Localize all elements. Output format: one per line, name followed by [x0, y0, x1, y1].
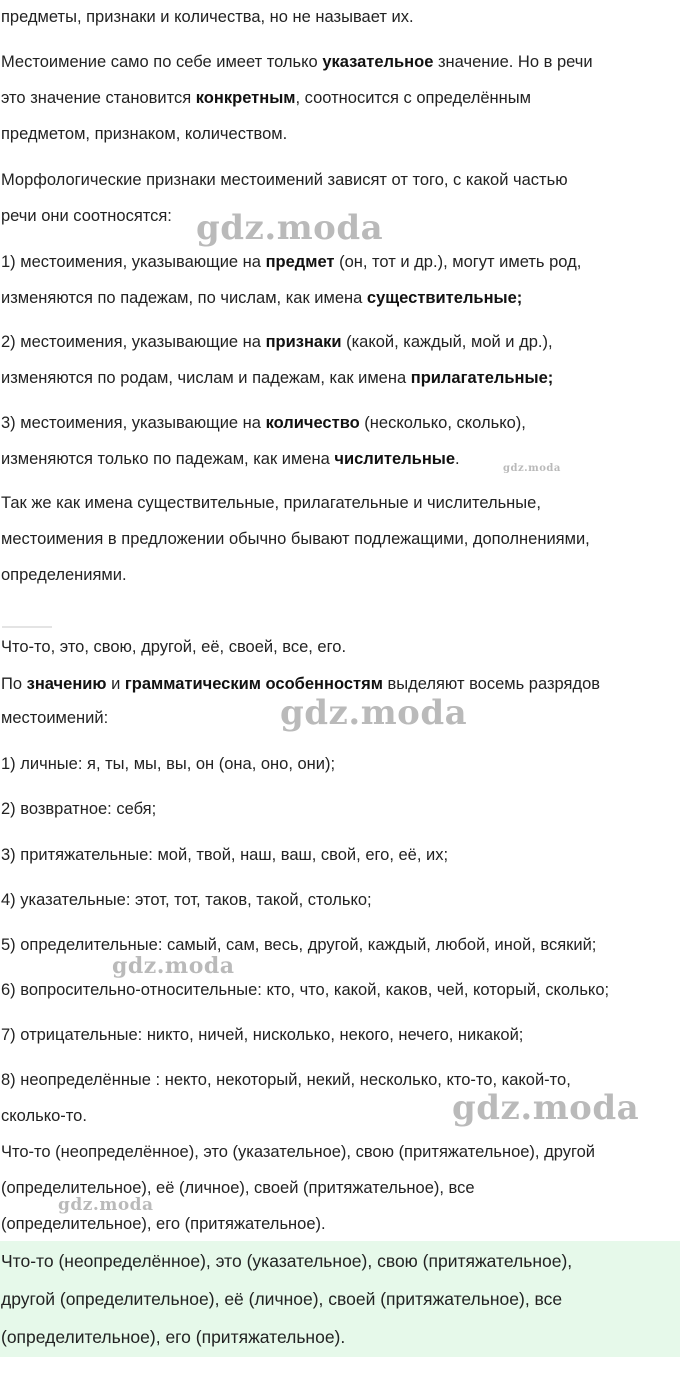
bold-term: грамматическим особенностям — [124, 675, 383, 693]
watermark: gdz.moda — [58, 1195, 154, 1215]
paragraph-line: Местоимение само по себе имеет только указательное значение. Но в речи — [1, 53, 593, 71]
morphology-item-1 — [1, 244, 673, 316]
paragraph-line: По значению и грамматическим особенностям выделяют восемь разрядов — [1, 675, 601, 693]
answer-line: другой (определительное), её (личное), своей (притяжательное), все — [1, 1289, 563, 1309]
bold-term: значению — [26, 675, 107, 693]
list-item: 1) личные: я, ты, мы, вы, он (она, оно, они); — [1, 755, 336, 773]
intro-paragraph — [1, 0, 673, 34]
paragraph-line: предметом, признаком, количеством. — [1, 125, 288, 143]
bold-term: предмет — [265, 253, 335, 271]
watermark: gdz.moda — [112, 953, 235, 979]
list-item: 8) неопределённые : некто, некоторый, некий, несколько, кто-то, какой-то, — [1, 1071, 571, 1089]
paragraph-line: местоимений: — [1, 709, 109, 727]
answer-box — [0, 1241, 680, 1357]
paragraph-line: (определительное), его (притяжательное). — [1, 1215, 326, 1233]
watermark: gdz.moda — [196, 208, 384, 248]
list-item: 2) возвратное: себя; — [1, 800, 157, 818]
paragraph-line: 2) местоимения, указывающие на признаки (какой, каждый, мой и др.), — [1, 333, 553, 351]
bold-term: существительные; — [366, 289, 523, 307]
pronoun-meaning-paragraph — [1, 44, 673, 152]
answer-paragraph — [1, 1242, 673, 1356]
list-item: 4) указательные: этот, тот, таков, такой, столько; — [1, 891, 372, 909]
paragraph-line: речи они соотносятся: — [1, 207, 172, 225]
category-item-7 — [1, 1017, 673, 1053]
category-item-5 — [1, 927, 673, 963]
paragraph-line: 1) местоимения, указывающие на предмет (он, тот и др.), могут иметь род, — [1, 253, 582, 271]
paragraph-line: изменяются по падежам, по числам, как имена существительные; — [1, 289, 523, 307]
paragraph-line: (определительное), её (личное), своей (притяжательное), все — [1, 1179, 475, 1197]
category-item-1 — [1, 746, 673, 782]
list-item: 5) определительные: самый, сам, весь, другой, каждый, любой, иной, всякий; — [1, 936, 597, 954]
bold-term: указательное — [322, 53, 434, 71]
category-item-4 — [1, 882, 673, 918]
paragraph-line: местоимения в предложении обычно бывают подлежащими, дополнениями, — [1, 530, 590, 548]
paragraph-line: Что-то (неопределённое), это (указательное), свою (притяжательное), другой — [1, 1143, 595, 1161]
bold-term: конкретным — [195, 89, 296, 107]
morphology-item-2 — [1, 324, 673, 396]
paragraph-line: Так же как имена существительные, прилагательные и числительные, — [1, 494, 541, 512]
answer-line: (определительное), его (притяжательное). — [1, 1327, 346, 1347]
bold-term: количество — [265, 414, 360, 432]
category-item-6 — [1, 972, 673, 1008]
list-item: 7) отрицательные: никто, ничей, нисколько, некого, нечего, никакой; — [1, 1026, 524, 1044]
analysis-paragraph — [1, 1134, 673, 1242]
list-item: сколько-то. — [1, 1107, 87, 1125]
bold-term: прилагательные; — [410, 369, 554, 387]
bold-term: числительные — [334, 450, 456, 468]
watermark: gdz.moda — [503, 463, 561, 474]
list-item: 6) вопросительно-относительные: кто, что, какой, каков, чей, который, сколько; — [1, 981, 610, 999]
intro-line: предметы, признаки и количества, но не называет их. — [1, 8, 414, 26]
answer-line: Что-то (неопределённое), это (указательное), свою (притяжательное), — [1, 1251, 573, 1271]
watermark: gdz.moda — [452, 1088, 640, 1128]
category-item-2 — [1, 791, 673, 827]
watermark: gdz.moda — [280, 693, 468, 733]
bold-term: признаки — [265, 333, 342, 351]
section-divider — [2, 626, 52, 628]
syntax-role-paragraph — [1, 485, 673, 593]
paragraph-line: 3) местоимения, указывающие на количество (несколько, сколько), — [1, 414, 526, 432]
paragraph-line: изменяются только по падежам, как имена числительные. — [1, 450, 460, 468]
category-item-3 — [1, 837, 673, 873]
task-words — [1, 631, 673, 663]
paragraph-line: изменяются по родам, числам и падежам, как имена прилагательные; — [1, 369, 554, 387]
paragraph-line: это значение становится конкретным, соотносится с определённым — [1, 89, 531, 107]
morphology-item-3 — [1, 405, 673, 477]
paragraph-line: Что-то, это, свою, другой, её, своей, все, его. — [1, 638, 347, 656]
paragraph-line: определениями. — [1, 566, 127, 584]
paragraph-line: Морфологические признаки местоимений зависят от того, с какой частью — [1, 171, 568, 189]
list-item: 3) притяжательные: мой, твой, наш, ваш, свой, его, её, их; — [1, 846, 449, 864]
